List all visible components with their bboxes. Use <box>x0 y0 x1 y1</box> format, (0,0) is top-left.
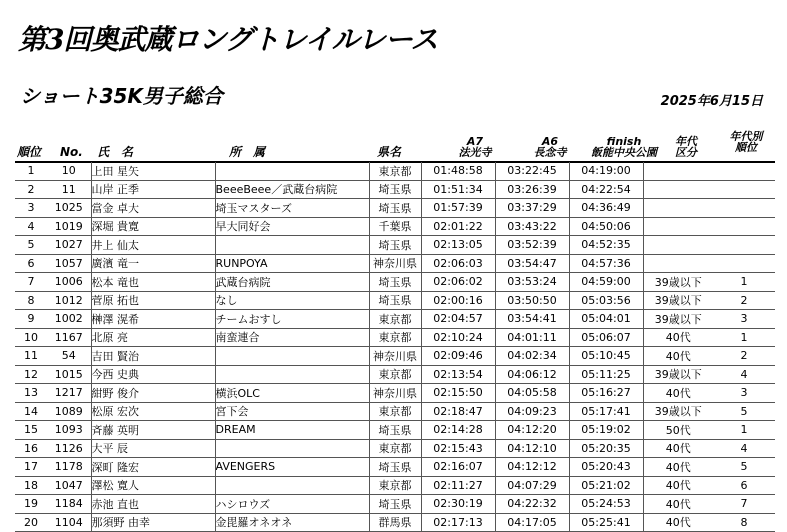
age-category-cell: 39歳以下 <box>643 291 713 310</box>
bib-number-cell: 54 <box>47 347 91 366</box>
affiliation-cell <box>215 439 369 458</box>
prefecture-cell: 東京都 <box>369 310 421 329</box>
age-rank-cell <box>713 180 775 199</box>
runner-name-cell: 吉田 賢治 <box>91 347 215 366</box>
affiliation-cell: RUNPOYA <box>215 254 369 273</box>
rank-cell: 19 <box>15 495 47 514</box>
runner-name-cell: 今西 史典 <box>91 365 215 384</box>
bib-number-cell: 1015 <box>47 365 91 384</box>
affiliation-cell: 早大同好会 <box>215 217 369 236</box>
a6-split-time-cell: 03:50:50 <box>495 291 569 310</box>
prefecture-cell: 埼玉県 <box>369 291 421 310</box>
finish-time-cell: 05:25:41 <box>569 513 643 532</box>
bib-number-cell: 1104 <box>47 513 91 532</box>
prefecture-cell: 神奈川県 <box>369 384 421 403</box>
runner-name-cell: 那須野 由幸 <box>91 513 215 532</box>
affiliation-cell: チームおすし <box>215 310 369 329</box>
a7-split-time-cell: 01:51:34 <box>421 180 495 199</box>
a6-split-time-cell: 03:54:41 <box>495 310 569 329</box>
finish-time-cell: 05:20:43 <box>569 458 643 477</box>
prefecture-cell: 埼玉県 <box>369 180 421 199</box>
age-rank-cell: 6 <box>713 476 775 495</box>
table-row <box>15 513 775 532</box>
age-rank-cell: 5 <box>713 458 775 477</box>
finish-time-cell: 05:10:45 <box>569 347 643 366</box>
a6-split-time-cell: 04:06:12 <box>495 365 569 384</box>
table-row <box>15 402 775 421</box>
table-row <box>15 254 775 273</box>
runner-name-cell: 菅原 拓也 <box>91 291 215 310</box>
table-row <box>15 347 775 366</box>
runner-name-cell: 松本 竜也 <box>91 273 215 292</box>
a7-split-time-cell: 02:30:19 <box>421 495 495 514</box>
runner-name-cell: 榊澤 滉希 <box>91 310 215 329</box>
rank-cell: 9 <box>15 310 47 329</box>
header-a6 <box>520 136 580 158</box>
a7-split-time-cell: 02:17:13 <box>421 513 495 532</box>
a6-split-time-cell: 04:09:23 <box>495 402 569 421</box>
rank-cell: 12 <box>15 365 47 384</box>
table-row <box>15 217 775 236</box>
rank-cell: 16 <box>15 439 47 458</box>
affiliation-cell: AVENGERS <box>215 458 369 477</box>
age-category-cell: 40代 <box>643 458 713 477</box>
runner-name-cell: 斉藤 英明 <box>91 421 215 440</box>
header-no: No. <box>60 145 83 159</box>
a7-split-time-cell: 02:18:47 <box>421 402 495 421</box>
a6-split-time-cell: 04:12:20 <box>495 421 569 440</box>
affiliation-cell <box>215 347 369 366</box>
table-row <box>15 199 775 218</box>
runner-name-cell: 大平 辰 <box>91 439 215 458</box>
age-rank-cell: 5 <box>713 402 775 421</box>
runner-name-cell: 赤池 直也 <box>91 495 215 514</box>
prefecture-cell: 群馬県 <box>369 513 421 532</box>
bib-number-cell: 1167 <box>47 328 91 347</box>
rank-cell: 5 <box>15 236 47 255</box>
finish-time-cell: 04:57:36 <box>569 254 643 273</box>
finish-time-cell: 04:50:06 <box>569 217 643 236</box>
header-rank: 順位 <box>17 145 42 159</box>
affiliation-cell: DREAM <box>215 421 369 440</box>
a7-split-time-cell: 02:04:57 <box>421 310 495 329</box>
rank-cell: 8 <box>15 291 47 310</box>
prefecture-cell: 埼玉県 <box>369 421 421 440</box>
affiliation-cell: 埼玉マスターズ <box>215 199 369 218</box>
runner-name-cell: 山岸 正季 <box>91 180 215 199</box>
age-category-cell: 39歳以下 <box>643 365 713 384</box>
a6-split-time-cell: 04:12:12 <box>495 458 569 477</box>
affiliation-cell <box>215 365 369 384</box>
finish-time-cell: 05:03:56 <box>569 291 643 310</box>
age-category-cell <box>643 217 713 236</box>
table-row <box>15 439 775 458</box>
a6-split-time-cell: 04:22:32 <box>495 495 569 514</box>
a7-split-time-cell: 02:15:43 <box>421 439 495 458</box>
finish-time-cell: 05:20:35 <box>569 439 643 458</box>
affiliation-cell: 武蔵台病院 <box>215 273 369 292</box>
prefecture-cell: 埼玉県 <box>369 236 421 255</box>
a6-split-time-cell: 04:01:11 <box>495 328 569 347</box>
age-category-cell: 40代 <box>643 495 713 514</box>
age-rank-cell: 1 <box>713 328 775 347</box>
rank-cell: 10 <box>15 328 47 347</box>
page-title: 第3回奥武蔵ロングトレイルレース <box>18 23 438 56</box>
category-title: ショート35K男子総合 <box>20 84 223 108</box>
age-rank-cell: 3 <box>713 310 775 329</box>
header-age-rank <box>723 131 769 153</box>
a6-split-time-cell: 03:22:45 <box>495 162 569 180</box>
finish-time-cell: 05:19:02 <box>569 421 643 440</box>
affiliation-cell <box>215 162 369 180</box>
a7-split-time-cell: 02:13:54 <box>421 365 495 384</box>
header-a6-place: 長念寺 <box>533 146 567 159</box>
finish-time-cell: 05:21:02 <box>569 476 643 495</box>
runner-name-cell: 當金 卓大 <box>91 199 215 218</box>
finish-time-cell: 05:24:53 <box>569 495 643 514</box>
a6-split-time-cell: 03:43:22 <box>495 217 569 236</box>
a7-split-time-cell: 02:13:05 <box>421 236 495 255</box>
rank-cell: 7 <box>15 273 47 292</box>
age-category-cell: 39歳以下 <box>643 273 713 292</box>
age-category-cell: 40代 <box>643 439 713 458</box>
a6-split-time-cell: 04:07:29 <box>495 476 569 495</box>
age-rank-cell <box>713 254 775 273</box>
a7-split-time-cell: 02:00:16 <box>421 291 495 310</box>
a6-split-time-cell: 04:02:34 <box>495 347 569 366</box>
rank-cell: 14 <box>15 402 47 421</box>
age-rank-cell <box>713 236 775 255</box>
a6-split-time-cell: 04:05:58 <box>495 384 569 403</box>
runner-name-cell: 井上 仙太 <box>91 236 215 255</box>
bib-number-cell: 11 <box>47 180 91 199</box>
affiliation-cell: 横浜OLC <box>215 384 369 403</box>
rank-cell: 20 <box>15 513 47 532</box>
bib-number-cell: 1027 <box>47 236 91 255</box>
header-a6-code: A6 <box>541 135 559 148</box>
bib-number-cell: 1002 <box>47 310 91 329</box>
runner-name-cell: 紺野 俊介 <box>91 384 215 403</box>
header-age-category-l2: 区分 <box>675 146 697 159</box>
table-row <box>15 458 775 477</box>
rank-cell: 3 <box>15 199 47 218</box>
finish-time-cell: 05:11:25 <box>569 365 643 384</box>
table-row <box>15 162 775 180</box>
header-name: 氏 名 <box>97 145 134 159</box>
a7-split-time-cell: 02:06:03 <box>421 254 495 273</box>
finish-time-cell: 04:52:35 <box>569 236 643 255</box>
header-a7-code: A7 <box>466 135 484 148</box>
header-finish-label: finish <box>606 135 642 148</box>
a6-split-time-cell: 04:17:05 <box>495 513 569 532</box>
header-a7 <box>447 136 503 158</box>
finish-time-cell: 05:17:41 <box>569 402 643 421</box>
runner-name-cell: 松原 宏次 <box>91 402 215 421</box>
table-row <box>15 476 775 495</box>
rank-cell: 18 <box>15 476 47 495</box>
prefecture-cell: 埼玉県 <box>369 495 421 514</box>
header-affiliation: 所 属 <box>229 145 266 159</box>
rank-cell: 11 <box>15 347 47 366</box>
prefecture-cell: 埼玉県 <box>369 273 421 292</box>
prefecture-cell: 神奈川県 <box>369 347 421 366</box>
finish-time-cell: 04:19:00 <box>569 162 643 180</box>
age-category-cell: 40代 <box>643 476 713 495</box>
age-rank-cell: 3 <box>713 384 775 403</box>
bib-number-cell: 10 <box>47 162 91 180</box>
bib-number-cell: 1089 <box>47 402 91 421</box>
rank-cell: 6 <box>15 254 47 273</box>
prefecture-cell: 神奈川県 <box>369 254 421 273</box>
age-rank-cell: 2 <box>713 347 775 366</box>
rank-cell: 2 <box>15 180 47 199</box>
age-category-cell: 39歳以下 <box>643 402 713 421</box>
finish-time-cell: 04:59:00 <box>569 273 643 292</box>
header-prefecture: 県名 <box>377 145 402 159</box>
bib-number-cell: 1019 <box>47 217 91 236</box>
bib-number-cell: 1178 <box>47 458 91 477</box>
runner-name-cell: 深堀 貴寛 <box>91 217 215 236</box>
header-finish-place: 飯能中央公園 <box>591 146 657 159</box>
a6-split-time-cell: 04:12:10 <box>495 439 569 458</box>
age-category-cell: 40代 <box>643 328 713 347</box>
a7-split-time-cell: 02:01:22 <box>421 217 495 236</box>
finish-time-cell: 04:36:49 <box>569 199 643 218</box>
age-rank-cell <box>713 199 775 218</box>
age-category-cell <box>643 236 713 255</box>
results-body <box>15 162 775 532</box>
a6-split-time-cell: 03:26:39 <box>495 180 569 199</box>
affiliation-cell: ハシロウズ <box>215 495 369 514</box>
bib-number-cell: 1126 <box>47 439 91 458</box>
table-row <box>15 384 775 403</box>
finish-time-cell: 05:06:07 <box>569 328 643 347</box>
bib-number-cell: 1012 <box>47 291 91 310</box>
prefecture-cell: 千葉県 <box>369 217 421 236</box>
bib-number-cell: 1217 <box>47 384 91 403</box>
a7-split-time-cell: 02:14:28 <box>421 421 495 440</box>
age-category-cell <box>643 254 713 273</box>
runner-name-cell: 澤松 寛人 <box>91 476 215 495</box>
a7-split-time-cell: 02:11:27 <box>421 476 495 495</box>
header-age-rank-l2: 順位 <box>735 141 757 154</box>
table-row <box>15 180 775 199</box>
affiliation-cell: 金毘羅オネオネ <box>215 513 369 532</box>
age-category-cell <box>643 199 713 218</box>
age-category-cell <box>643 180 713 199</box>
age-category-cell: 50代 <box>643 421 713 440</box>
affiliation-cell <box>215 476 369 495</box>
age-rank-cell: 4 <box>713 365 775 384</box>
affiliation-cell: なし <box>215 291 369 310</box>
results-table <box>15 162 775 532</box>
age-rank-cell: 7 <box>713 495 775 514</box>
results-header <box>15 129 775 163</box>
age-category-cell <box>643 162 713 180</box>
a6-split-time-cell: 03:54:47 <box>495 254 569 273</box>
rank-cell: 4 <box>15 217 47 236</box>
prefecture-cell: 埼玉県 <box>369 458 421 477</box>
table-row <box>15 421 775 440</box>
table-row <box>15 273 775 292</box>
rank-cell: 1 <box>15 162 47 180</box>
a7-split-time-cell: 01:57:39 <box>421 199 495 218</box>
runner-name-cell: 上田 星矢 <box>91 162 215 180</box>
bib-number-cell: 1057 <box>47 254 91 273</box>
header-finish <box>587 136 661 158</box>
a6-split-time-cell: 03:53:24 <box>495 273 569 292</box>
a7-split-time-cell: 02:15:50 <box>421 384 495 403</box>
a6-split-time-cell: 03:37:29 <box>495 199 569 218</box>
bib-number-cell: 1184 <box>47 495 91 514</box>
age-rank-cell <box>713 217 775 236</box>
finish-time-cell: 05:04:01 <box>569 310 643 329</box>
prefecture-cell: 東京都 <box>369 328 421 347</box>
a6-split-time-cell: 03:52:39 <box>495 236 569 255</box>
runner-name-cell: 深町 隆宏 <box>91 458 215 477</box>
age-rank-cell: 4 <box>713 439 775 458</box>
a7-split-time-cell: 01:48:58 <box>421 162 495 180</box>
age-rank-cell: 8 <box>713 513 775 532</box>
table-row <box>15 236 775 255</box>
finish-time-cell: 04:22:54 <box>569 180 643 199</box>
prefecture-cell: 東京都 <box>369 402 421 421</box>
a7-split-time-cell: 02:16:07 <box>421 458 495 477</box>
prefecture-cell: 埼玉県 <box>369 199 421 218</box>
prefecture-cell: 東京都 <box>369 476 421 495</box>
header-age-rank-l1: 年代別 <box>729 130 763 143</box>
age-category-cell: 40代 <box>643 513 713 532</box>
rank-cell: 13 <box>15 384 47 403</box>
age-rank-cell: 1 <box>713 421 775 440</box>
age-rank-cell: 2 <box>713 291 775 310</box>
bib-number-cell: 1006 <box>47 273 91 292</box>
age-category-cell: 40代 <box>643 347 713 366</box>
runner-name-cell: 北原 亮 <box>91 328 215 347</box>
runner-name-cell: 廣濱 竜一 <box>91 254 215 273</box>
rank-cell: 17 <box>15 458 47 477</box>
affiliation-cell: BeeeBeee／武蔵台病院 <box>215 180 369 199</box>
a7-split-time-cell: 02:10:24 <box>421 328 495 347</box>
bib-number-cell: 1047 <box>47 476 91 495</box>
a7-split-time-cell: 02:09:46 <box>421 347 495 366</box>
header-age-category-l1: 年代 <box>675 135 697 148</box>
age-rank-cell: 1 <box>713 273 775 292</box>
table-row <box>15 328 775 347</box>
age-category-cell: 40代 <box>643 384 713 403</box>
prefecture-cell: 東京都 <box>369 162 421 180</box>
bib-number-cell: 1093 <box>47 421 91 440</box>
affiliation-cell: 南蛮連合 <box>215 328 369 347</box>
age-category-cell: 39歳以下 <box>643 310 713 329</box>
table-row <box>15 291 775 310</box>
bib-number-cell: 1025 <box>47 199 91 218</box>
age-rank-cell <box>713 162 775 180</box>
a7-split-time-cell: 02:06:02 <box>421 273 495 292</box>
prefecture-cell: 東京都 <box>369 365 421 384</box>
table-row <box>15 365 775 384</box>
header-age-category <box>667 136 705 158</box>
header-a7-place: 法光寺 <box>458 146 492 159</box>
finish-time-cell: 05:16:27 <box>569 384 643 403</box>
table-row <box>15 310 775 329</box>
table-row <box>15 495 775 514</box>
affiliation-cell: 宮下会 <box>215 402 369 421</box>
race-date: 2025年6月15日 <box>660 94 763 109</box>
affiliation-cell <box>215 236 369 255</box>
rank-cell: 15 <box>15 421 47 440</box>
prefecture-cell: 東京都 <box>369 439 421 458</box>
